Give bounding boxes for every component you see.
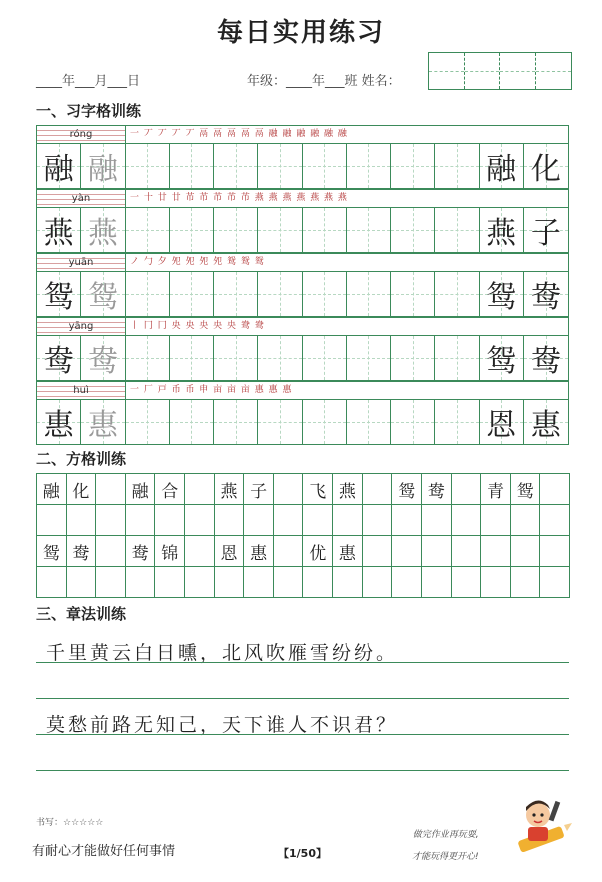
grid-cell[interactable] (452, 474, 482, 505)
grid-cell[interactable] (422, 567, 452, 598)
grid-cell[interactable]: 融 (37, 474, 67, 505)
practice-cell[interactable] (81, 144, 125, 188)
practice-char: 鸯 (530, 280, 561, 315)
practice-cell[interactable] (170, 272, 214, 316)
practice-row (36, 207, 569, 253)
grid-cell[interactable]: 鸯 (126, 536, 156, 567)
practice-cell[interactable] (37, 272, 81, 316)
practice-cell[interactable] (391, 208, 435, 252)
practice-cell[interactable] (258, 208, 302, 252)
page-title: 每日实用练习 (216, 18, 385, 48)
stroke-order: 一 厂 戸 币 币 申 亩 亩 亩 惠 惠 惠 (125, 382, 568, 399)
pinyin: róng (37, 126, 125, 143)
practice-char: 鸯 (530, 344, 561, 379)
grid-cell[interactable] (215, 505, 245, 536)
practice-cell[interactable] (37, 336, 81, 380)
practice-cell[interactable] (524, 336, 568, 380)
practice-char: 融 (87, 152, 118, 187)
practice-cell[interactable] (480, 144, 524, 188)
practice-char: 鸳 (486, 344, 517, 379)
practice-char: 融 (43, 152, 74, 187)
grid-cell[interactable] (422, 505, 452, 536)
grid-cell[interactable] (303, 567, 333, 598)
grid-cell[interactable] (392, 505, 422, 536)
practice-cell[interactable] (391, 144, 435, 188)
grid-cell[interactable] (185, 505, 215, 536)
grid-cell[interactable] (481, 505, 511, 536)
practice-cell[interactable] (37, 144, 81, 188)
practice-char: 惠 (87, 408, 118, 443)
grid-cell[interactable] (363, 567, 393, 598)
practice-cell[interactable] (524, 208, 568, 252)
practice-char: 化 (530, 152, 561, 187)
practice-cell[interactable] (435, 208, 479, 252)
grid-cell[interactable]: 子 (244, 474, 274, 505)
date-field: ____年___月___日 (36, 74, 141, 89)
practice-char: 燕 (87, 216, 118, 251)
practice-cell[interactable] (480, 208, 524, 252)
pinyin-row (36, 317, 569, 335)
practice-cell[interactable] (347, 400, 391, 444)
practice-cell[interactable] (81, 400, 125, 444)
practice-row (36, 143, 569, 189)
page-number: 【1/50】 (278, 847, 327, 860)
grid-cell[interactable] (96, 474, 126, 505)
practice-cell[interactable] (37, 400, 81, 444)
pinyin: yuān (37, 254, 125, 271)
grid-cell[interactable]: 惠 (333, 536, 363, 567)
grid-cell[interactable] (392, 536, 422, 567)
practice-cell[interactable] (258, 400, 302, 444)
grid-cell[interactable] (215, 567, 245, 598)
grid-cell[interactable]: 化 (67, 474, 97, 505)
grid-cell[interactable]: 惠 (244, 536, 274, 567)
pinyin: yāng (37, 318, 125, 335)
grid-cell[interactable] (244, 567, 274, 598)
practice-cell[interactable] (303, 400, 347, 444)
practice-cell[interactable] (524, 400, 568, 444)
grid-cell[interactable] (185, 567, 215, 598)
grid-cell[interactable] (67, 505, 97, 536)
pinyin-row (36, 381, 569, 399)
grid-cell[interactable]: 鸯 (422, 474, 452, 505)
grid-cell[interactable] (333, 505, 363, 536)
grid-cell[interactable] (481, 536, 511, 567)
practice-cell[interactable] (435, 400, 479, 444)
grid-cell[interactable] (126, 567, 156, 598)
stroke-order: 丨 冂 冂 央 央 央 央 央 鸯 鸯 (125, 318, 568, 335)
stroke-order: 一 丆 丆 丆 丆 鬲 鬲 鬲 鬲 鬲 融 融 融 融 融 融 (125, 126, 568, 143)
grid-cell[interactable] (540, 474, 570, 505)
grid-cell[interactable] (244, 505, 274, 536)
grid-cell[interactable]: 鸯 (67, 536, 97, 567)
section-title-2: 二、方格训练 (36, 450, 127, 468)
grid-cell[interactable] (185, 474, 215, 505)
grid-cell[interactable]: 锦 (155, 536, 185, 567)
practice-cell[interactable] (347, 144, 391, 188)
practice-cell[interactable] (170, 336, 214, 380)
practice-cell[interactable] (214, 400, 258, 444)
verse-1: 千里黄云白日曛，北风吹雁雪纷纷。 (46, 642, 399, 664)
grid-cell[interactable] (452, 536, 482, 567)
practice-cell[interactable] (214, 144, 258, 188)
practice-cell[interactable] (81, 272, 125, 316)
grid-cell[interactable] (540, 505, 570, 536)
pinyin: huì (37, 382, 125, 399)
grid-cell[interactable] (37, 505, 67, 536)
practice-cell[interactable] (214, 336, 258, 380)
practice-char: 恩 (486, 408, 517, 443)
grid-cell[interactable] (363, 505, 393, 536)
grid-cell[interactable] (511, 505, 541, 536)
practice-row (36, 399, 569, 445)
grid-cell[interactable] (481, 567, 511, 598)
practice-cell[interactable] (126, 144, 170, 188)
grid-cell[interactable] (392, 567, 422, 598)
section-title-1: 一、习字格训练 (36, 102, 142, 120)
practice-cell[interactable] (391, 272, 435, 316)
writing-line (36, 662, 569, 663)
practice-cell[interactable] (480, 272, 524, 316)
grid-cell[interactable] (540, 536, 570, 567)
grid-cell[interactable]: 恩 (215, 536, 245, 567)
grid-cell[interactable] (333, 567, 363, 598)
practice-cell[interactable] (524, 272, 568, 316)
grid-cell[interactable] (155, 505, 185, 536)
grid-cell[interactable] (422, 536, 452, 567)
practice-cell[interactable] (81, 208, 125, 252)
practice-cell[interactable] (303, 208, 347, 252)
practice-char: 融 (486, 152, 517, 187)
practice-cell[interactable] (214, 272, 258, 316)
practice-cell[interactable] (126, 400, 170, 444)
grid-cell[interactable] (363, 474, 393, 505)
pinyin-row (36, 189, 569, 207)
practice-char: 鸳 (87, 280, 118, 315)
grid-cell[interactable] (155, 567, 185, 598)
practice-cell[interactable] (435, 272, 479, 316)
grid-cell[interactable]: 融 (126, 474, 156, 505)
character-practice (36, 125, 569, 445)
section-title-3: 三、章法训练 (36, 605, 127, 623)
grid-cell[interactable]: 鸳 (511, 474, 541, 505)
practice-cell[interactable] (347, 208, 391, 252)
practice-cell[interactable] (480, 400, 524, 444)
practice-char: 燕 (43, 216, 74, 251)
practice-row (36, 271, 569, 317)
square-grid (36, 473, 570, 598)
stroke-order: 一 十 廿 廿 芇 芇 芇 芇 芇 燕 燕 燕 燕 燕 燕 燕 (125, 190, 568, 207)
grid-cell[interactable] (274, 536, 304, 567)
practice-char: 鸳 (43, 280, 74, 315)
practice-char: 子 (530, 216, 561, 251)
writing-line (36, 770, 569, 771)
practice-char: 鸯 (87, 344, 118, 379)
grid-cell[interactable] (452, 567, 482, 598)
practice-cell[interactable] (435, 144, 479, 188)
practice-cell[interactable] (81, 336, 125, 380)
practice-cell[interactable] (347, 336, 391, 380)
writing-line (36, 698, 569, 699)
grid-cell[interactable] (67, 567, 97, 598)
pinyin: yàn (37, 190, 125, 207)
grid-cell[interactable]: 优 (303, 536, 333, 567)
grid-cell[interactable]: 合 (155, 474, 185, 505)
practice-cell[interactable] (214, 208, 258, 252)
practice-char: 鸯 (43, 344, 74, 379)
practice-cell[interactable] (347, 272, 391, 316)
grid-cell[interactable]: 飞 (303, 474, 333, 505)
practice-cell[interactable] (391, 400, 435, 444)
grid-cell[interactable] (274, 474, 304, 505)
practice-char: 燕 (486, 216, 517, 251)
practice-char: 惠 (43, 408, 74, 443)
grid-cell[interactable]: 鸳 (37, 536, 67, 567)
practice-cell[interactable] (391, 336, 435, 380)
grid-cell[interactable] (452, 505, 482, 536)
grid-cell[interactable] (540, 567, 570, 598)
grade-name-field: 年级：____年___班 姓名： (247, 74, 401, 89)
practice-cell[interactable] (258, 144, 302, 188)
practice-cell[interactable] (303, 272, 347, 316)
pinyin-row (36, 125, 569, 143)
grid-cell[interactable] (96, 505, 126, 536)
grid-cell[interactable] (274, 567, 304, 598)
practice-cell[interactable] (170, 400, 214, 444)
grid-cell[interactable] (185, 536, 215, 567)
grid-cell[interactable]: 鸳 (392, 474, 422, 505)
practice-cell[interactable] (126, 272, 170, 316)
grid-cell[interactable] (274, 505, 304, 536)
grid-cell[interactable] (126, 505, 156, 536)
grid-cell[interactable]: 燕 (215, 474, 245, 505)
practice-cell[interactable] (126, 336, 170, 380)
practice-cell[interactable] (303, 144, 347, 188)
stroke-order: ノ 勹 夕 夗 夗 夗 夗 鸳 鸳 鸳 (125, 254, 568, 271)
grid-cell[interactable] (96, 567, 126, 598)
practice-char: 惠 (530, 408, 561, 443)
grid-cell[interactable]: 青 (481, 474, 511, 505)
writing-line (36, 734, 569, 735)
motto: 有耐心才能做好任何事情 (32, 844, 176, 859)
practice-cell[interactable] (258, 272, 302, 316)
grid-cell[interactable] (363, 536, 393, 567)
grid-cell[interactable] (96, 536, 126, 567)
name-grid[interactable] (428, 52, 572, 90)
practice-cell[interactable] (524, 144, 568, 188)
verse-2: 莫愁前路无知己，天下谁人不识君？ (46, 714, 399, 736)
practice-cell[interactable] (170, 144, 214, 188)
practice-cell[interactable] (435, 336, 479, 380)
practice-cell[interactable] (303, 336, 347, 380)
practice-cell[interactable] (37, 208, 81, 252)
note-line-1: 做完作业再玩耍, (412, 830, 479, 840)
grid-cell[interactable] (37, 567, 67, 598)
practice-cell[interactable] (258, 336, 302, 380)
practice-cell[interactable] (480, 336, 524, 380)
practice-cell[interactable] (126, 208, 170, 252)
practice-char: 鸳 (486, 280, 517, 315)
grid-cell[interactable]: 燕 (333, 474, 363, 505)
pinyin-row (36, 253, 569, 271)
grid-cell[interactable] (511, 567, 541, 598)
practice-cell[interactable] (170, 208, 214, 252)
rating: 书写：☆☆☆☆☆ (36, 818, 104, 828)
note-line-2: 才能玩得更开心! (412, 852, 479, 862)
encouragement-note (412, 824, 479, 868)
practice-row (36, 335, 569, 381)
grid-cell[interactable] (511, 536, 541, 567)
cartoon-boy-icon (512, 795, 572, 860)
grid-cell[interactable] (303, 505, 333, 536)
